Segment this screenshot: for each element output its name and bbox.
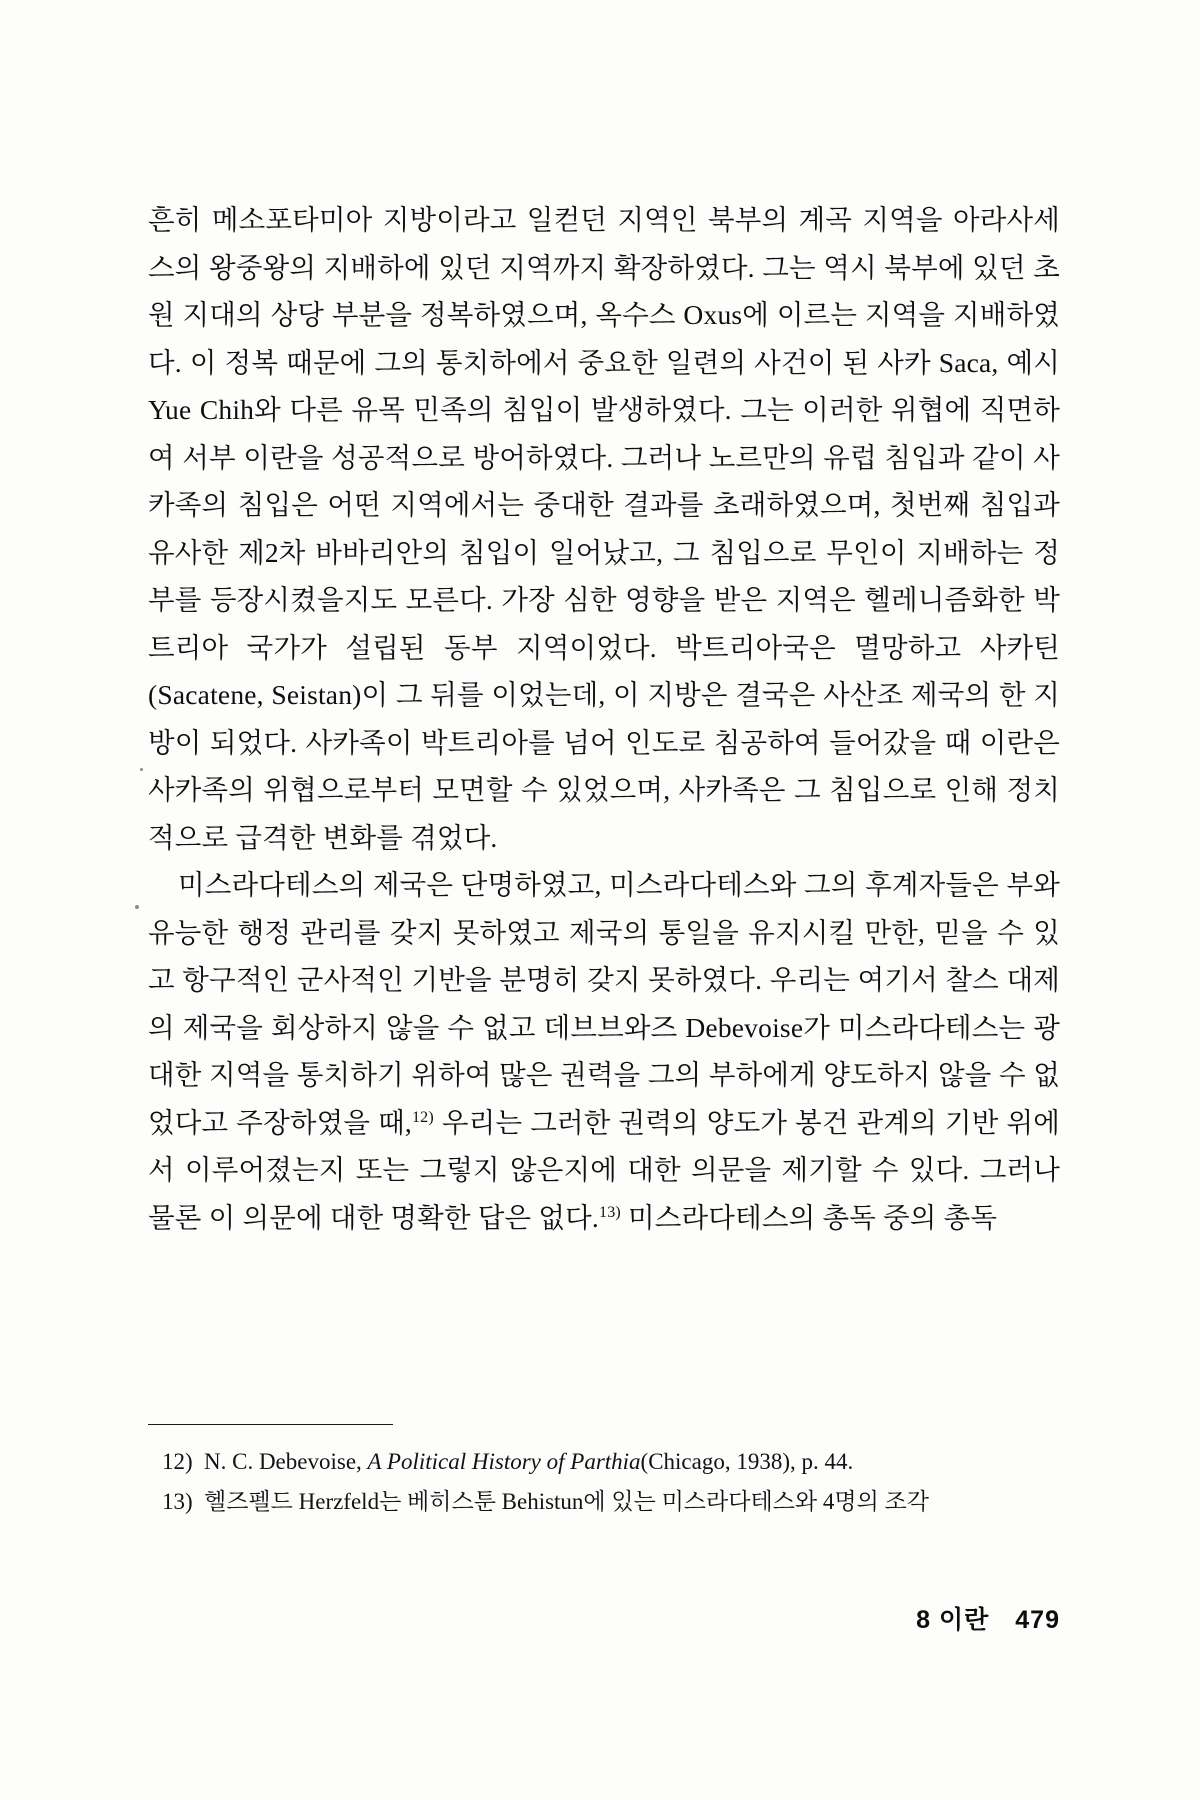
footnote-text-13: 헬즈펠드 Herzfeld는 베히스툰 Behistun에 있는 미스라다테스와 4명의 조각 (204, 1489, 929, 1514)
footnote-marker-12[interactable]: 12) (411, 1108, 434, 1126)
paragraph-2-part-3: 미스라다테스의 총독 중의 총독 (620, 1201, 998, 1233)
footnote-rest-12: (Chicago, 1938), p. 44. (640, 1449, 854, 1474)
footnote-number-12: 12) (162, 1449, 193, 1474)
page-number: 479 (1015, 1606, 1060, 1634)
paragraph-2-part-1: 미스라다테스의 제국은 단명하였고, 미스라다테스와 그의 후계자들은 부와 유능한 행정 관리를 갖지 못하였고 제국의 통일을 유지시킬 만한, 믿을 수 있고 항구적인 군사적인 기반을 분명히 갖지 못하였다. 우리는 여기서 찰스 대제의 제국을 회상하지 않을 수 없고 데브브와즈 Debevoise가 미스라다테스는 광대한 지역을 통치하기 위하여 많은 권력을 그의 부하에게 양도하지 않을 수 없었다고 주장하였을 때, (148, 869, 1060, 1138)
footnote-number-13: 13) (162, 1489, 193, 1514)
page-body (148, 196, 1060, 1241)
footnote-author-12: N. C. Debevoise, (204, 1449, 362, 1474)
footnote-title-12: A Political History of Parthia (367, 1449, 641, 1474)
footnote-separator (148, 1424, 393, 1425)
page-footer (0, 1600, 1060, 1636)
footnote-marker-13[interactable]: 13) (599, 1203, 621, 1221)
footnote-item-13 (148, 1482, 1060, 1522)
scan-speck (135, 905, 139, 909)
paragraph-1: 흔히 메소포타미아 지방이라고 일컫던 지역인 북부의 계곡 지역을 아라사세스의 왕중왕의 지배하에 있던 지역까지 확장하였다. 그는 역시 북부에 있던 초원 지대의 상당 부분을 정복하였으며, 옥수스 Oxus에 이르는 지역을 지배하였다. 이 정복 때문에 그의 통치하에서 중요한 일련의 사건이 된 사카 Saca, 예시 Yue Chih와 다른 유목 민족의 침입이 발생하였다. 그는 이러한 위협에 직면하여 서부 이란을 성공적으로 방어하였다. 그러나 노르만의 유럽 침입과 같이 사카족의 침입은 어떤 지역에서는 중대한 결과를 초래하였으며, 첫번째 침입과 유사한 제2차 바바리안의 침입이 일어났고, 그 침입으로 무인이 지배하는 정부를 등장시켰을지도 모른다. 가장 심한 영향을 받은 지역은 헬레니즘화한 박트리아 국가가 설립된 동부 지역이었다. 박트리아국은 멸망하고 사카틴(Sacatene, Seistan)이 그 뒤를 이었는데, 이 지방은 결국은 사산조 제국의 한 지방이 되었다. 사카족이 박트리아를 넘어 인도로 침공하여 들어갔을 때 이란은 사카족의 위협으로부터 모면할 수 있었으며, 사카족은 그 침입으로 인해 정치적으로 급격한 변화를 겪었다. (148, 204, 1060, 853)
scan-speck (140, 768, 143, 771)
footnote-section (148, 1442, 1060, 1522)
paragraph-2-part-2: 우리는 그러한 권력의 양도가 봉건 관계의 기반 위에서 이루어졌는지 또는 그렇지 않은지에 대한 의문을 제기할 수 있다. 그러나 물론 이 의문에 대한 명확한 답은 없다. (148, 1106, 1060, 1233)
chapter-label: 8 이란 (916, 1606, 990, 1634)
footnote-item-12 (148, 1442, 1060, 1482)
paragraph-2 (148, 861, 1060, 1241)
